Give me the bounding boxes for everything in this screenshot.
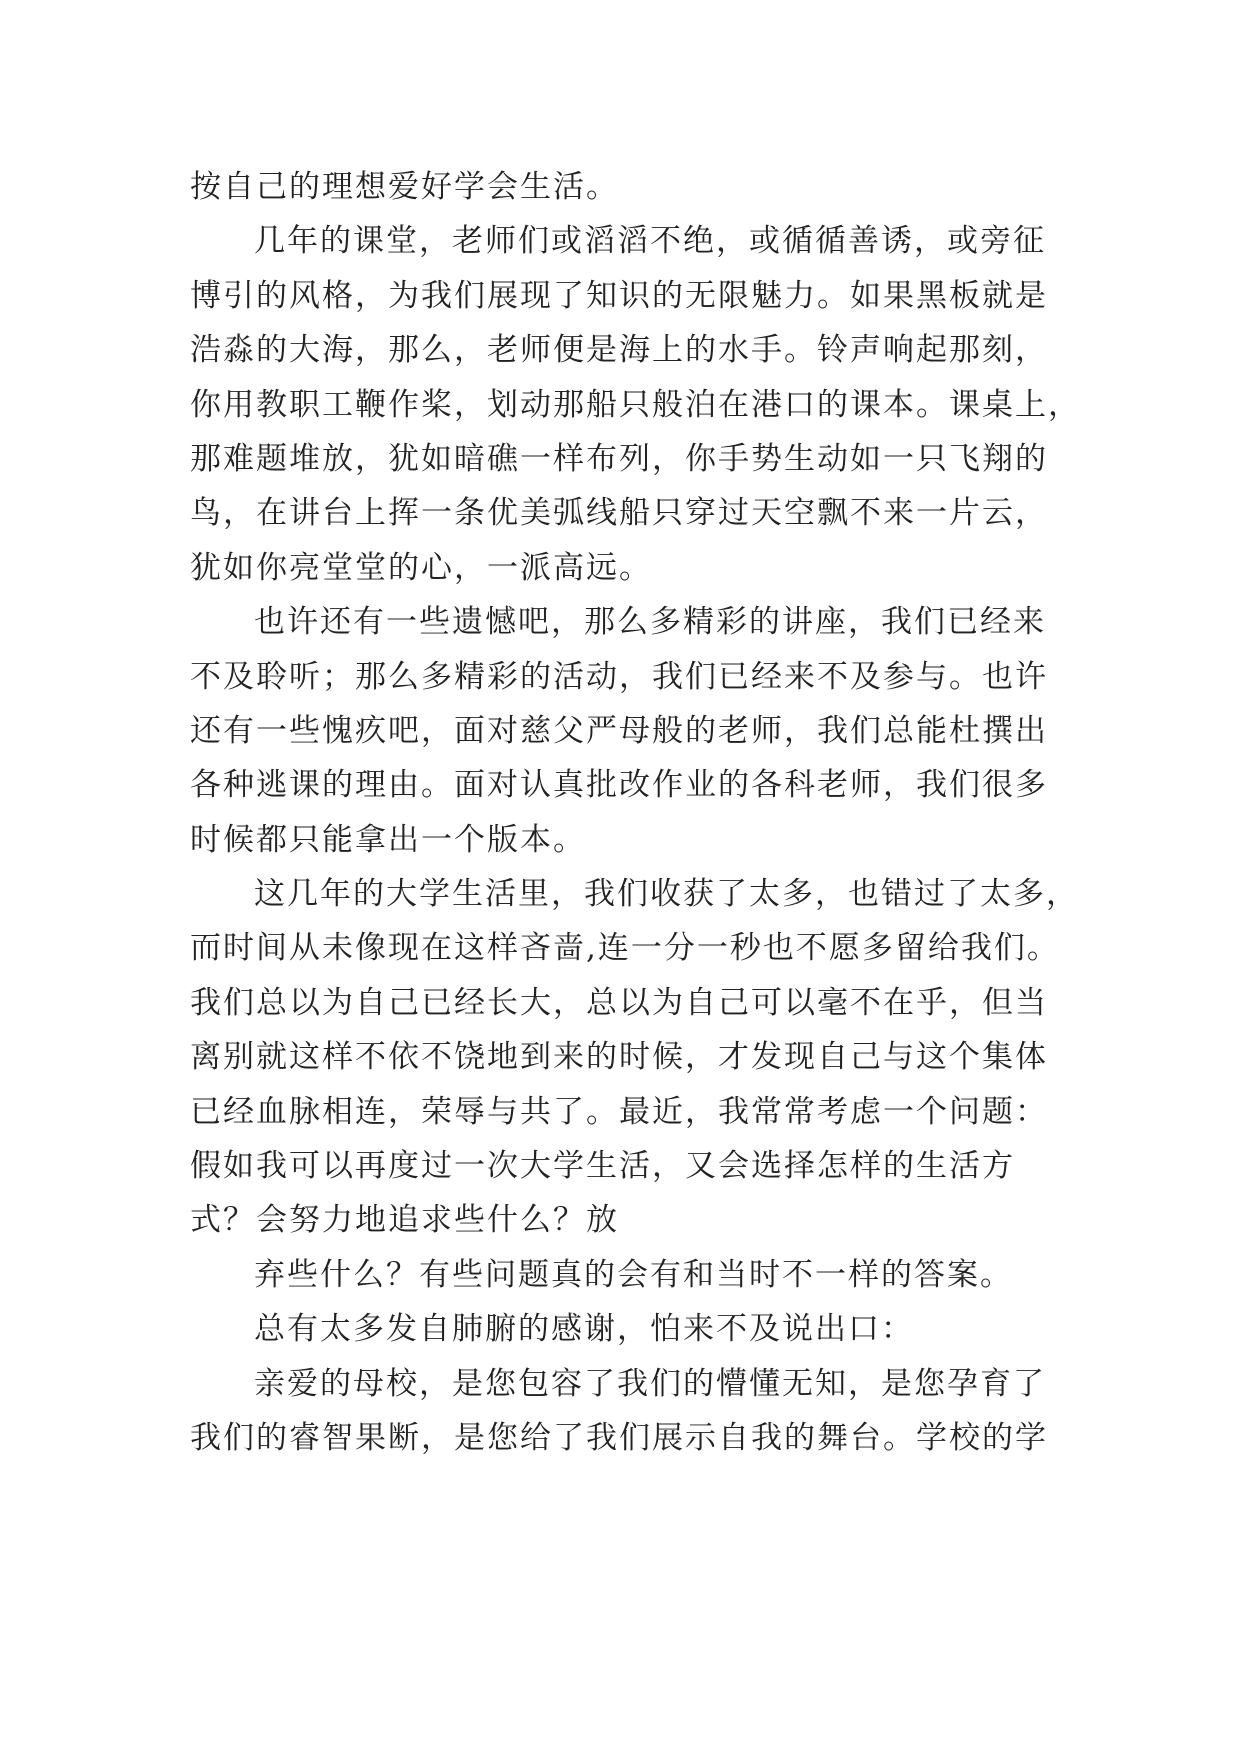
text-line: 假如我可以再度过一次大学生活，又会选择怎样的生活方 (190, 1148, 1015, 1185)
text-line: 几年的课堂，老师们或滔滔不绝，或循循善诱，或旁征 (254, 223, 1046, 260)
text-line: 亲爱的母校，是您包容了我们的懵懂无知，是您孕育了 (254, 1365, 1046, 1402)
text-line: 这几年的大学生活里，我们收获了太多，也错过了太多， (254, 876, 1079, 913)
text-line: 也许还有一些遗憾吧，那么多精彩的讲座，我们已经来 (254, 604, 1046, 641)
text-line: 已经血脉相连，荣辱与共了。最近，我常常考虑一个问题： (190, 1093, 1048, 1130)
text-line: 总有太多发自肺腑的感谢，怕来不及说出口： (254, 1311, 914, 1348)
text-line: 浩淼的大海，那么，老师便是海上的水手。铃声响起那刻， (190, 332, 1048, 369)
text-line: 式？会努力地追求些什么？放 (190, 1202, 619, 1239)
text-line: 离别就这样不依不饶地到来的时候，才发现自己与这个集体 (190, 1039, 1048, 1076)
text-line: 博引的风格，为我们展现了知识的无限魅力。如果黑板就是 (190, 277, 1048, 314)
text-line: 鸟，在讲台上挥一条优美弧线船只穿过天空飘不来一片云， (190, 495, 1048, 532)
text-line: 还有一些愧疚吧，面对慈父严母般的老师，我们总能杜撰出 (190, 712, 1048, 749)
text-line: 犹如你亮堂堂的心，一派高远。 (190, 549, 652, 586)
text-line: 而时间从未像现在这样吝啬,连一分一秒也不愿多留给我们。 (190, 930, 1060, 967)
text-line: 不及聆听；那么多精彩的活动，我们已经来不及参与。也许 (190, 658, 1048, 695)
text-line: 我们总以为自己已经长大，总以为自己可以毫不在乎，但当 (190, 984, 1048, 1021)
text-line: 时候都只能拿出一个版本。 (190, 821, 586, 858)
text-line: 按自己的理想爱好学会生活。 (190, 169, 619, 205)
body-text (190, 160, 1081, 1465)
text-line: 弃些什么？有些问题真的会有和当时不一样的答案。 (254, 1256, 1013, 1293)
text-line: 那难题堆放，犹如暗礁一样布列，你手势生动如一只飞翔的 (190, 440, 1048, 477)
text-line: 你用教职工鞭作桨，划动那船只般泊在港口的课本。课桌上， (190, 386, 1081, 423)
text-line: 我们的睿智果断，是您给了我们展示自我的舞台。学校的学 (190, 1419, 1048, 1456)
text-line: 各种逃课的理由。面对认真批改作业的各科老师，我们很多 (190, 767, 1048, 804)
